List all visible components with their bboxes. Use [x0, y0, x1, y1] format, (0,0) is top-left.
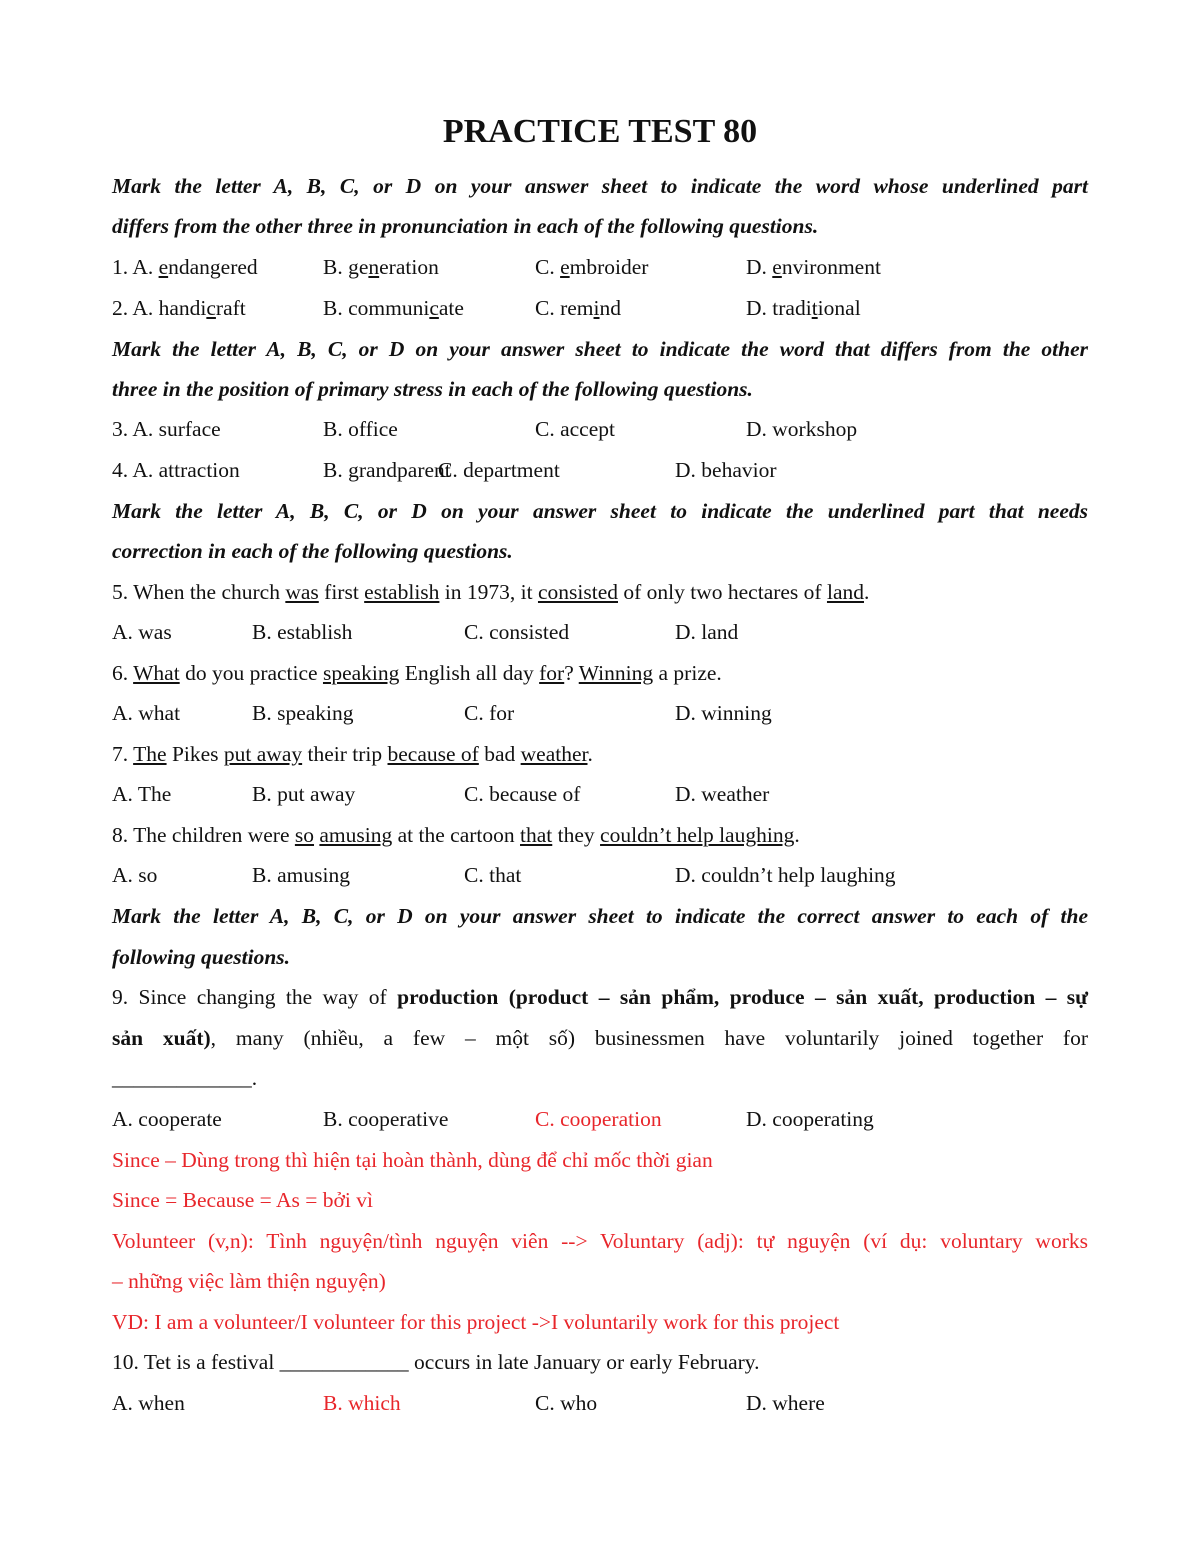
q3-option-c: C. accept [535, 417, 615, 441]
instruction-correction-line-1: Mark the letter A, B, C, or D on your answer sheet to indicate the underlined part that needs [112, 499, 1088, 523]
q9-option-c-correct: C. cooperation [535, 1107, 662, 1131]
question-4-options [112, 450, 1088, 490]
instruction-correction-line-2: correction in each of the following questions. [112, 539, 513, 563]
q1-option-d: D. environment [746, 255, 881, 279]
q2-option-b: B. communicate [323, 296, 464, 320]
instruction-pronunciation-line-2: differs from the other three in pronunciation in each of the following questions. [112, 214, 819, 238]
q9-note-2: Since = Because = As = bởi vì [112, 1188, 373, 1212]
q9-note-3: Volunteer (v,n): Tình nguyện/tình nguyện viên --> Voluntary (adj): tự nguyện (ví dụ: voluntary works [112, 1229, 1088, 1253]
q3-option-a: 3. A. surface [112, 417, 221, 441]
instruction-stress-line-1: Mark the letter A, B, C, or D on your answer sheet to indicate the word that differs from the other [112, 337, 1088, 361]
q5-option-c: C. consisted [464, 620, 570, 644]
q9-option-d: D. cooperating [746, 1107, 874, 1131]
q1-option-c: C. embroider [535, 255, 649, 279]
q5-option-d: D. land [675, 620, 739, 644]
question-9-stem-line-3: _____________. [112, 1066, 258, 1090]
q10-option-a: A. when [112, 1391, 185, 1415]
question-9-stem-line-1: 9. Since changing the way of production (product – sản phẩm, produce – sản xuất, production – sự [112, 985, 1088, 1009]
question-6-stem: 6. What do you practice speaking English all day for? Winning a prize. [112, 661, 722, 685]
q7-option-b: B. put away [252, 782, 356, 806]
question-6-options [112, 693, 1088, 733]
question-8-stem: 8. The children were so amusing at the cartoon that they couldn’t help laughing. [112, 823, 800, 847]
question-3-options [112, 409, 1088, 449]
q2-option-a: 2. A. handicraft [112, 296, 246, 320]
q10-option-c: C. who [535, 1391, 598, 1415]
q6-option-b: B. speaking [252, 701, 354, 725]
question-2-options [112, 288, 1088, 328]
q9-option-b: B. cooperative [323, 1107, 449, 1131]
question-7-options [112, 774, 1088, 814]
question-10-options [112, 1383, 1088, 1423]
question-5-options [112, 612, 1088, 652]
q3-option-d: D. workshop [746, 417, 858, 441]
q4-option-a: 4. A. attraction [112, 458, 240, 482]
question-9-stem-line-2: sản xuất), many (nhiều, a few – một số) businessmen have voluntarily joined together for [112, 1026, 1088, 1050]
instruction-correct-answer-line-2: following questions. [112, 945, 291, 969]
q7-option-c: C. because of [464, 782, 581, 806]
q1-option-b: B. generation [323, 255, 439, 279]
q9-note-5: VD: I am a volunteer/I volunteer for this project ->I voluntarily work for this project [112, 1310, 840, 1334]
question-9-options [112, 1099, 1088, 1139]
question-1-options [112, 247, 1088, 287]
question-7-stem: 7. The Pikes put away their trip because of bad weather. [112, 742, 593, 766]
q9-option-a: A. cooperate [112, 1107, 222, 1131]
q9-note-4: – những việc làm thiện nguyện) [112, 1269, 386, 1293]
question-5-stem: 5. When the church was first establish in 1973, it consisted of only two hectares of land. [112, 580, 870, 604]
q4-option-d: D. behavior [675, 458, 777, 482]
q7-option-a: A. The [112, 782, 172, 806]
instruction-pronunciation-line-1: Mark the letter A, B, C, or D on your answer sheet to indicate the word whose underlined part [112, 174, 1088, 198]
q3-option-b: B. office [323, 417, 398, 441]
q10-option-b-correct: B. which [323, 1391, 401, 1415]
q6-option-a: A. what [112, 701, 181, 725]
question-10-stem: 10. Tet is a festival ____________ occurs in late January or early February. [112, 1350, 760, 1374]
q6-option-d: D. winning [675, 701, 772, 725]
q4-option-b: B. grandparent [323, 458, 451, 482]
q5-option-a: A. was [112, 620, 172, 644]
q8-option-b: B. amusing [252, 863, 350, 887]
q6-option-c: C. for [464, 701, 515, 725]
question-8-options [112, 855, 1088, 895]
instruction-correct-answer-line-1: Mark the letter A, B, C, or D on your answer sheet to indicate the correct answer to each of the [112, 904, 1088, 928]
q8-option-d: D. couldn’t help laughing [675, 863, 896, 887]
q8-option-c: C. that [464, 863, 522, 887]
q1-option-a: 1. A. endangered [112, 255, 258, 279]
q8-option-a: A. so [112, 863, 158, 887]
q7-option-d: D. weather [675, 782, 770, 806]
q10-option-d: D. where [746, 1391, 825, 1415]
q5-option-b: B. establish [252, 620, 353, 644]
q2-option-c: C. remind [535, 296, 622, 320]
q4-option-c: C. department [438, 458, 560, 482]
page-title: PRACTICE TEST 80 [442, 113, 758, 150]
q2-option-d: D. traditional [746, 296, 861, 320]
q9-note-1: Since – Dùng trong thì hiện tại hoàn thành, dùng để chỉ mốc thời gian [112, 1148, 713, 1172]
instruction-stress-line-2: three in the position of primary stress in each of the following questions. [112, 377, 753, 401]
